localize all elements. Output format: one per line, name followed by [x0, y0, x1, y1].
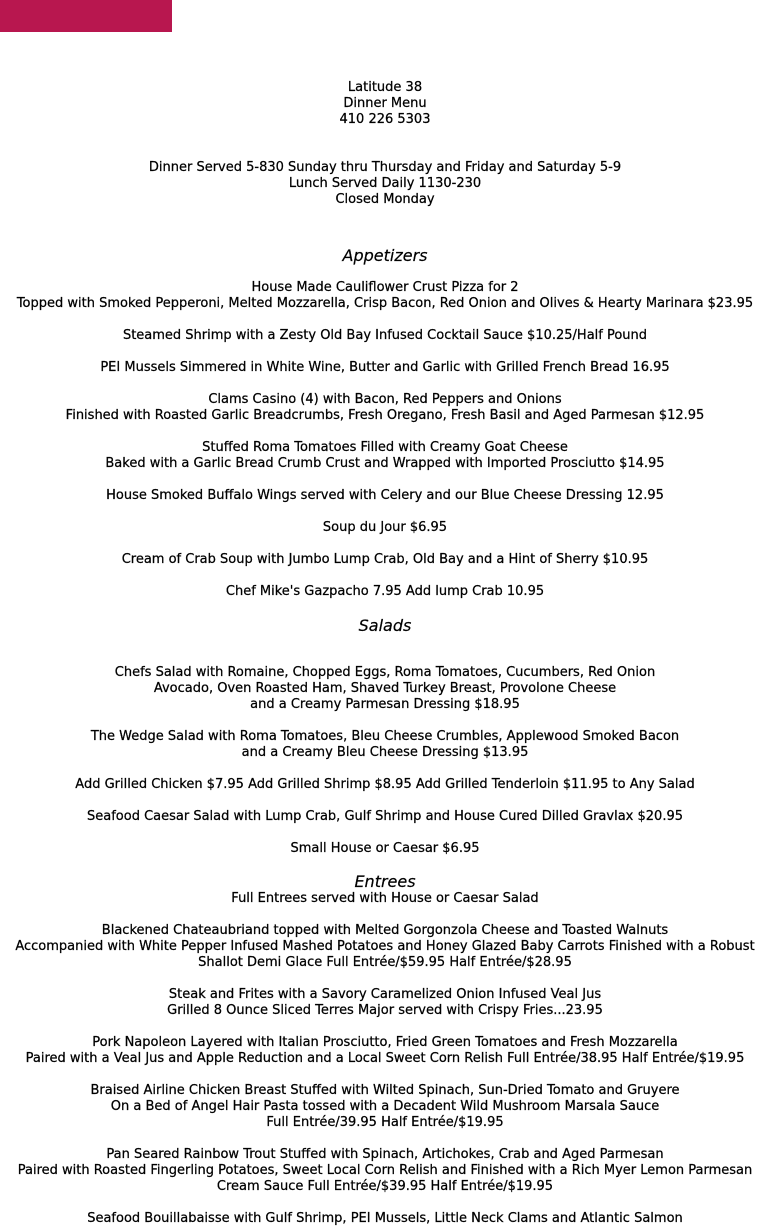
lunch-hours: Lunch Served Daily 1130-230	[288, 176, 482, 191]
salad-item	[0, 665, 770, 713]
appetizer-item	[0, 360, 770, 376]
salads-heading: Salads	[358, 616, 412, 635]
entrees-heading: Entrees	[354, 872, 416, 891]
entree-item-line: Accompanied with White Pepper Infused Mashed Potatoes and Honey Glazed Baby Carrots Finished with a Robust	[15, 939, 755, 954]
appetizer-item	[0, 328, 770, 344]
entree-item	[0, 923, 770, 971]
salad-item	[0, 729, 770, 761]
appetizer-item-line: House Smoked Buffalo Wings served with Celery and our Blue Cheese Dressing 12.95	[106, 488, 664, 503]
closed-day: Closed Monday	[335, 192, 435, 207]
appetizer-item-line: Clams Casino (4) with Bacon, Red Peppers and Onions	[208, 392, 562, 407]
salad-item-line: Seafood Caesar Salad with Lump Crab, Gulf Shrimp and House Cured Dilled Gravlax $20.95	[87, 809, 683, 824]
appetizer-item	[0, 520, 770, 536]
appetizers-heading: Appetizers	[342, 246, 428, 265]
appetizer-item-line: Topped with Smoked Pepperoni, Melted Mozzarella, Crisp Bacon, Red Onion and Olives & Hearty Marinara $23.95	[16, 296, 754, 311]
entree-item-line: Blackened Chateaubriand topped with Melted Gorgonzola Cheese and Toasted Walnuts	[101, 923, 669, 938]
entree-item	[0, 987, 770, 1019]
entree-item	[0, 1035, 770, 1067]
entree-item-line: Shallot Demi Glace Full Entrée/$59.95 Half Entrée/$28.95	[198, 955, 572, 970]
appetizer-item-line: House Made Cauliflower Crust Pizza for 2	[251, 280, 519, 295]
salad-item-line: and a Creamy Bleu Cheese Dressing $13.95	[241, 745, 529, 760]
dinner-hours: Dinner Served 5-830 Sunday thru Thursday and Friday and Saturday 5-9	[148, 160, 622, 175]
appetizer-item-line: PEI Mussels Simmered in White Wine, Butter and Garlic with Grilled French Bread 16.95	[100, 360, 670, 375]
top-accent-bar	[0, 0, 172, 32]
salad-item-line: Avocado, Oven Roasted Ham, Shaved Turkey Breast, Provolone Cheese	[153, 681, 617, 696]
appetizer-item	[0, 488, 770, 504]
salad-item-line: Add Grilled Chicken $7.95 Add Grilled Shrimp $8.95 Add Grilled Tenderloin $11.95 to Any Salad	[75, 777, 695, 792]
appetizer-item-line: Stuffed Roma Tomatoes Filled with Creamy Goat Cheese	[202, 440, 568, 455]
entrees-note: Full Entrees served with House or Caesar Salad	[231, 891, 539, 906]
appetizers-list	[0, 280, 770, 600]
entree-item-line: Paired with Roasted Fingerling Potatoes, Sweet Local Corn Relish and Finished with a Rich Myer Lemon Parmesan	[17, 1163, 753, 1178]
entree-item	[0, 1211, 770, 1227]
entree-item-line: Pan Seared Rainbow Trout Stuffed with Spinach, Artichokes, Crab and Aged Parmesan	[106, 1147, 664, 1162]
salad-item-line: and a Creamy Parmesan Dressing $18.95	[250, 697, 520, 712]
entree-item-line: On a Bed of Angel Hair Pasta tossed with a Decadent Wild Mushroom Marsala Sauce	[110, 1099, 660, 1114]
appetizer-item	[0, 440, 770, 472]
salad-item	[0, 841, 770, 857]
salad-item	[0, 809, 770, 825]
salad-item-line: The Wedge Salad with Roma Tomatoes, Bleu Cheese Crumbles, Applewood Smoked Bacon	[90, 729, 680, 744]
menu-subtitle: Dinner Menu	[343, 96, 427, 111]
salad-item	[0, 777, 770, 793]
appetizer-item	[0, 584, 770, 600]
appetizer-item	[0, 392, 770, 424]
entree-item	[0, 1147, 770, 1195]
entree-item-line: Cream Sauce Full Entrée/$39.95 Half Entrée/$19.95	[216, 1179, 554, 1194]
entrees-list	[0, 923, 770, 1227]
appetizer-item-line: Chef Mike's Gazpacho 7.95 Add lump Crab 10.95	[225, 584, 545, 599]
entree-item-line: Seafood Bouillabaisse with Gulf Shrimp, PEI Mussels, Little Neck Clams and Atlantic Salmon	[87, 1211, 683, 1226]
salad-item-line: Small House or Caesar $6.95	[290, 841, 480, 856]
entree-item-line: Paired with a Veal Jus and Apple Reduction and a Local Sweet Corn Relish Full Entrée/38.95 Half Entrée/$19.95	[25, 1051, 745, 1066]
appetizer-item	[0, 552, 770, 568]
entree-item	[0, 1083, 770, 1131]
appetizer-item-line: Baked with a Garlic Bread Crumb Crust and Wrapped with Imported Prosciutto $14.95	[105, 456, 665, 471]
appetizer-item-line: Soup du Jour $6.95	[322, 520, 448, 535]
appetizer-item-line: Steamed Shrimp with a Zesty Old Bay Infused Cocktail Sauce $10.25/Half Pound	[122, 328, 648, 343]
salads-list	[0, 665, 770, 857]
dinner-menu	[0, 80, 770, 1227]
entree-item-line: Braised Airline Chicken Breast Stuffed with Wilted Spinach, Sun-Dried Tomato and Gruyere	[90, 1083, 680, 1098]
entree-item-line: Grilled 8 Ounce Sliced Terres Major served with Crispy Fries...23.95	[167, 1003, 603, 1018]
entree-item-line: Pork Napoleon Layered with Italian Prosciutto, Fried Green Tomatoes and Fresh Mozzarella	[92, 1035, 678, 1050]
restaurant-name: Latitude 38	[347, 80, 423, 95]
appetizer-item-line: Finished with Roasted Garlic Breadcrumbs, Fresh Oregano, Fresh Basil and Aged Parmesan $12.95	[65, 408, 705, 423]
entree-item-line: Steak and Frites with a Savory Caramelized Onion Infused Veal Jus	[168, 987, 602, 1002]
salad-item-line: Chefs Salad with Romaine, Chopped Eggs, Roma Tomatoes, Cucumbers, Red Onion	[114, 665, 656, 680]
appetizer-item	[0, 280, 770, 312]
phone-number: 410 226 5303	[339, 112, 431, 127]
entree-item-line: Full Entrée/39.95 Half Entrée/$19.95	[266, 1115, 504, 1130]
appetizer-item-line: Cream of Crab Soup with Jumbo Lump Crab, Old Bay and a Hint of Sherry $10.95	[121, 552, 649, 567]
